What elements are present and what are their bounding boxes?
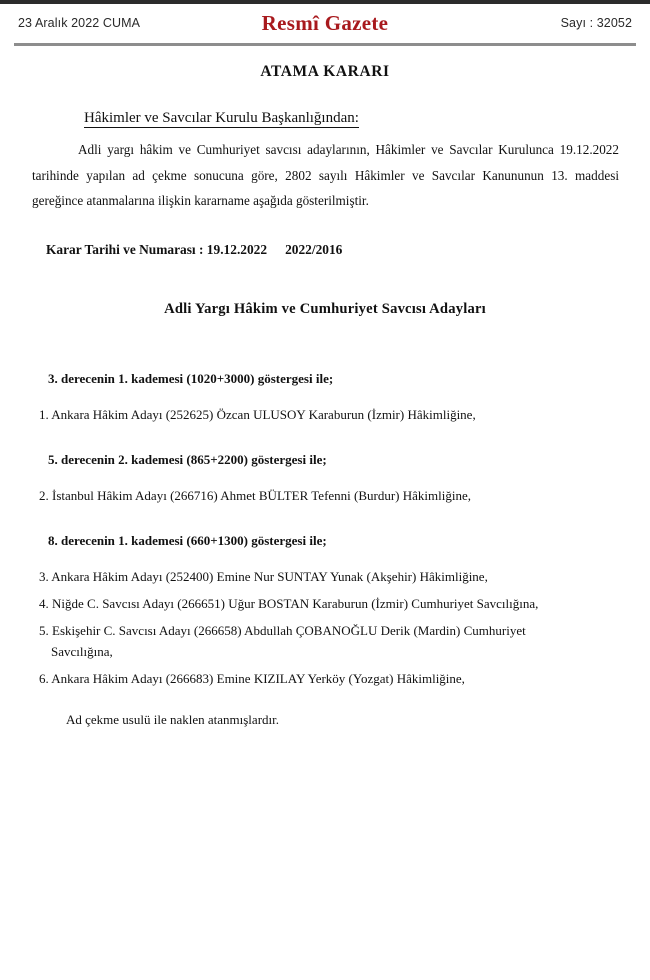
- appointment-entry: 1. Ankara Hâkim Adayı (252625) Özcan ULUSOY Karaburun (İzmir) Hâkimliğine,: [39, 407, 476, 423]
- gazette-title: Resmî Gazete: [261, 10, 389, 35]
- intro-paragraph: Adli yargı hâkim ve Cumhuriyet savcısı adaylarının, Hâkimler ve Savcılar Kurulunca 19.12.2022 tarihinde yapılan ad çekme sonucuna göre, 2802 sayılı Hâkimler ve Savcılar Kanununun 13. maddesi gereğince atanmalarına ilişkin kararname aşağıda gösterilmiştir.: [32, 142, 619, 209]
- issuing-authority: [26, 110, 624, 127]
- issue-number: Sayı : 32052: [560, 16, 632, 30]
- section-heading: Adli Yargı Hâkim ve Cumhuriyet Savcısı Adayları: [164, 301, 486, 318]
- appointment-entry: 6. Ankara Hâkim Adayı (266683) Emine KIZILAY Yerköy (Yozgat) Hâkimliğine,: [39, 671, 465, 687]
- document-page: [0, 46, 650, 728]
- publication-date: 23 Aralık 2022 CUMA: [18, 16, 141, 30]
- appointment-entry: 3. Ankara Hâkim Adayı (252400) Emine Nur SUNTAY Yunak (Akşehir) Hâkimliğine,: [39, 569, 488, 585]
- decision-date-label: Karar Tarihi ve Numarası : 19.12.2022: [46, 242, 268, 258]
- grade-heading: 5. derecenin 2. kademesi (865+2200) göstergesi ile;: [48, 452, 327, 468]
- issuing-authority-text: Hâkimler ve Savcılar Kurulu Başkanlığından:: [84, 110, 359, 126]
- decision-date-number: [26, 242, 624, 258]
- appointment-entry: 5. Eskişehir C. Savcısı Adayı (266658) Abdullah ÇOBANOĞLU Derik (Mardin) Cumhuriyet Savcılığına,: [39, 623, 526, 660]
- page-title: ATAMA KARARI: [260, 63, 390, 80]
- gazette-masthead: [0, 4, 650, 42]
- grade-heading: 8. derecenin 1. kademesi (660+1300) göstergesi ile;: [48, 533, 327, 549]
- decision-number: 2022/2016: [285, 242, 343, 258]
- appointment-entry: 2. İstanbul Hâkim Adayı (266716) Ahmet BÜLTER Tefenni (Burdur) Hâkimliğine,: [39, 488, 472, 504]
- grade-heading: 3. derecenin 1. kademesi (1020+3000) göstergesi ile;: [48, 371, 334, 387]
- closing-statement: Ad çekme usulü ile naklen atanmışlardır.: [66, 711, 279, 727]
- appointment-entry: 4. Niğde C. Savcısı Adayı (266651) Uğur BOSTAN Karaburun (İzmir) Cumhuriyet Savcılığına,: [39, 596, 539, 612]
